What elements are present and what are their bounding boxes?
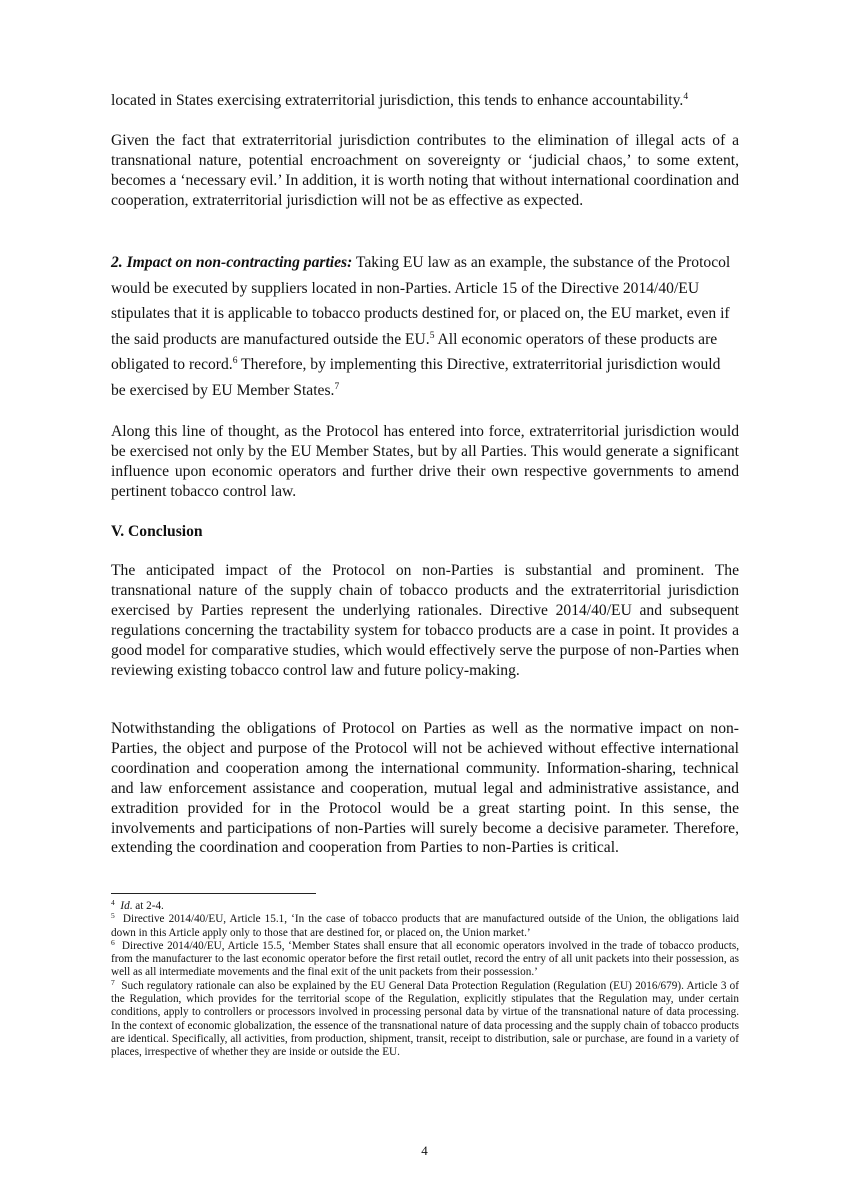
paragraph-text: The anticipated impact of the Protocol on non-Parties is substantial and prominent. The transnational nature of the supply chain of tobacco products and the extraterritorial jurisdiction exercised by Parties represent the underlying rationales. Directive 2014/40/EU and subsequent regulations concerning the tractability system for tobacco products are a case in point. It provides a good model for comparative studies, which would effectively serve the purpose of non-Parties when reviewing existing tobacco control law and future policy-making. <box>111 562 739 679</box>
paragraph-text: Given the fact that extraterritorial jurisdiction contributes to the elimination of illegal acts of a transnational nature, potential encroachment on sovereignty or ‘judicial chaos,’ to some extent, becomes a ‘necessary evil.’ In addition, it is worth noting that without international coordination and cooperation, extraterritorial jurisdiction will not be as effective as expected. <box>111 132 739 209</box>
paragraph-text: Therefore, by implementing this Directive, extraterritorial jurisdiction would be exercised by EU Member States. <box>111 356 721 399</box>
paragraph-notwithstanding <box>111 719 739 858</box>
paragraph-necessary-evil <box>111 131 739 211</box>
footnote-ref[interactable]: 5 <box>429 330 435 341</box>
footnotes <box>111 900 739 1060</box>
section-heading: V. Conclusion <box>111 523 203 540</box>
footnote: $^5$ Directive 2014/40/EU, Article 15.1, ‘In the case of tobacco products that are manufactured outside of the Union, the obligations laid down in this Article apply only to those that are destined for, or placed on, the Union market.’ <box>111 911 740 939</box>
footnote-ref[interactable]: 6 <box>232 356 238 366</box>
page-number: 4 <box>421 1143 428 1158</box>
footnote: $^7$ Such regulatory rationale can also be explained by the EU General Data Protection Regulation (Regulation (EU) 2016/679). Article 3 of the Regulation, which provides for the territorial scope of the Regulation, explicitly stipulates that the Regulation may, under certain conditions, apply to controllers or processors involved in processing personal data by virtue of the transnational nature of data processing. In the context of economic globalization, the essence of the transnational nature of data processing and the supply chain of tobacco products are identical. Specifically, all activities, from production, shipment, transit, receipt to distribution, sale or purchase, are found in a variety of places, irrespective of whether they are inside or outside the EU. <box>111 977 739 1059</box>
paragraph-text: located in States exercising extraterritorial jurisdiction, this tends to enhance accountability. <box>111 92 684 109</box>
footnote: $^4$ Id. at 2-4. <box>111 898 164 912</box>
conclusion-heading-block <box>111 522 739 542</box>
paragraph-text: Along this line of thought, as the Protocol has entered into force, extraterritorial jurisdiction would be exercised not only by the EU Member States, but by all Parties. This would generate a significant influence upon economic operators and further drive their own respective governments to amend pertinent tobacco control law. <box>111 423 739 500</box>
section-non-contracting-parties <box>111 250 739 403</box>
paragraph-accountability <box>111 91 739 111</box>
paragraph-line-of-thought <box>111 422 739 502</box>
paragraph-text: All economic operators of these products are obligated to record. <box>111 330 718 373</box>
section-heading: 2. Impact on non-contracting parties: <box>111 254 353 271</box>
footnote-divider <box>111 893 316 894</box>
footnote-ref[interactable]: 7 <box>334 381 340 392</box>
paragraph-text: Notwithstanding the obligations of Protocol on Parties as well as the normative impact on non-Parties, the object and purpose of the Protocol will not be achieved without effective international coordination and cooperation among the international community. Information-sharing, technical and law enforcement assistance and cooperation, mutual legal and administrative assistance, and extradition provided for in the Protocol would be a great starting point. In this sense, the involvements and participations of non-Parties will surely become a decisive parameter. Therefore, extending the coordination and cooperation from Parties to non-Parties is critical. <box>111 720 739 857</box>
footnote: $^6$ Directive 2014/40/EU, Article 15.5, ‘Member States shall ensure that all economic operators involved in the trade of tobacco products, from the manufacturer to the last economic operator before the first retail outlet, record the entry of all unit packets into their possession, as well as all intermediate movements and the final exit of the unit packets from their possession.’ <box>111 937 740 979</box>
footnote-ref[interactable]: 4 <box>683 92 689 102</box>
paragraph-text: Taking EU law as an example, the substance of the Protocol would be executed by suppliers located in non-Parties. Article 15 of the Directive 2014/40/EU stipulates that it is applicable to tobacco products destined for, or placed on, the EU market, even if the said products are manufactured outside the EU. <box>111 254 731 348</box>
paragraph-anticipated-impact <box>111 561 739 680</box>
